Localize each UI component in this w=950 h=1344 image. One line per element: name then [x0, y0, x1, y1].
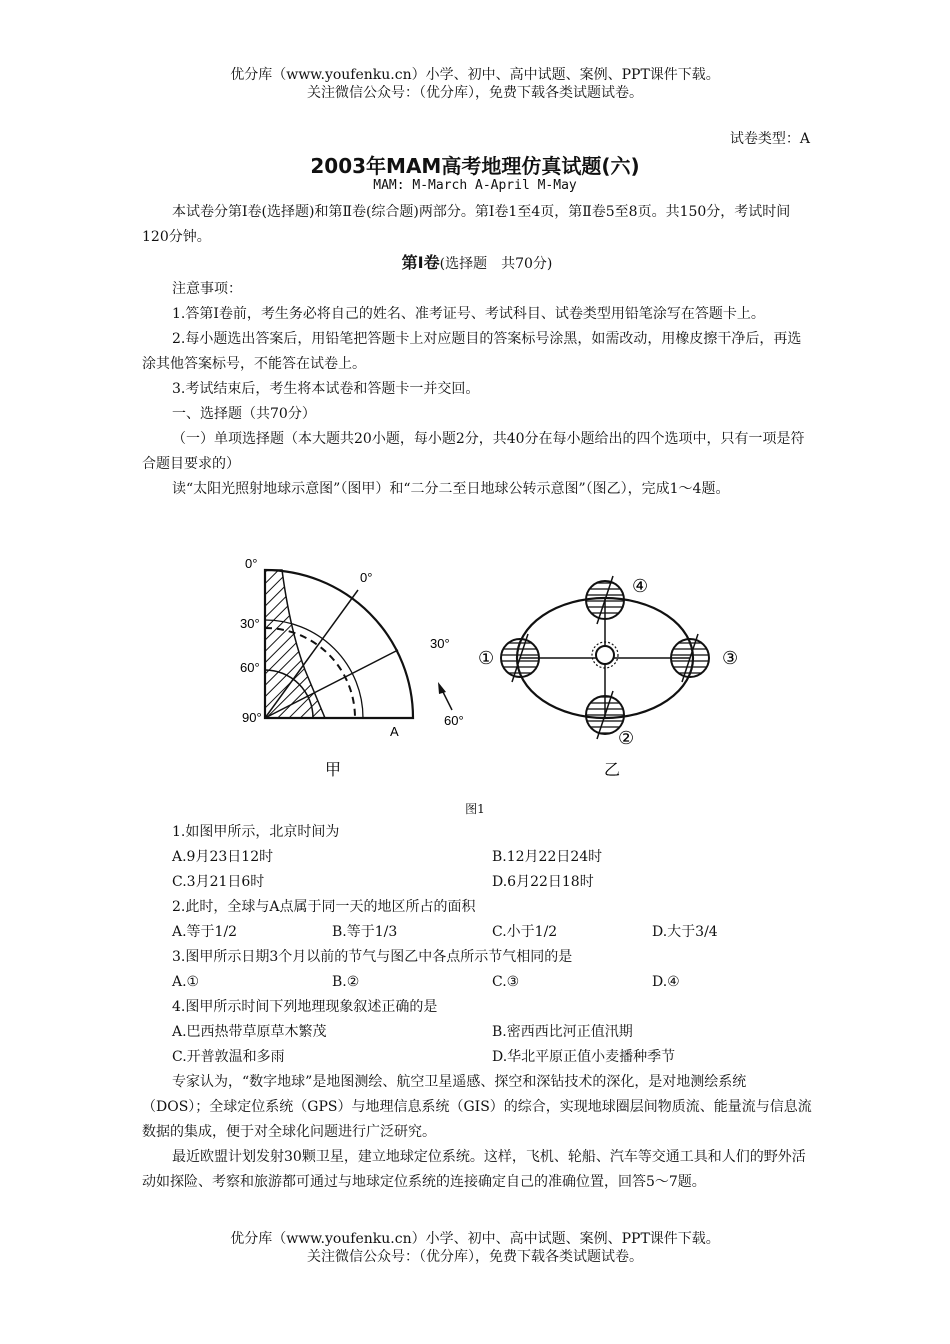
- page-footer: [0, 1230, 950, 1266]
- note-1: 1.答第Ⅰ卷前，考生务必将自己的姓名、准考证号、考试科目、试卷类型用铅笔涂写在答题卡上。: [172, 306, 765, 322]
- figure-yi: [478, 576, 738, 779]
- section-title: [142, 250, 812, 277]
- q3-option-a: A.①: [172, 974, 200, 990]
- figure-caption: 图1: [465, 802, 485, 816]
- q3-option-c: C.③: [492, 974, 520, 990]
- q3-option-d: D.④: [652, 974, 680, 990]
- paper-subtitle: MAM: M-March A-April M-May: [373, 178, 577, 193]
- section-title-bold: 第Ⅰ卷: [401, 253, 440, 272]
- paper-title: 2003年MAM高考地理仿真试题(六): [310, 154, 640, 178]
- figure-jia: [240, 556, 464, 779]
- lon-label-30: 30°: [430, 636, 450, 651]
- sun-icon: [596, 646, 614, 664]
- orbit-label-3: ③: [722, 648, 739, 669]
- question-2-stem: 2.此时，全球与A点属于同一天的地区所占的面积: [172, 899, 476, 915]
- q2-option-d: D.大于3/4: [652, 924, 718, 940]
- lat-label-60: 60°: [240, 660, 260, 675]
- part1-title: 一、选择题（共70分）: [172, 406, 316, 422]
- figure-jia-label: 甲: [325, 760, 342, 779]
- q4-option-d: D.华北平原正值小麦播种季节: [492, 1049, 676, 1065]
- intro-block: [142, 200, 812, 502]
- point-a-label: A: [390, 724, 399, 739]
- note-2: 2.每小题选出答案后，用铅笔把答题卡上对应题目的答案标号涂黑，如需改动，用橡皮擦干净后，再选涂其他答案标号，不能答在试卷上。: [142, 331, 802, 372]
- lon-label-0: 0°: [360, 570, 373, 585]
- figure-yi-label: 乙: [604, 760, 621, 779]
- arrow-shaft: [442, 690, 452, 710]
- q2-option-b: B.等于1/3: [332, 924, 398, 940]
- figure-1: [230, 550, 750, 800]
- q2-option-c: C.小于1/2: [492, 924, 558, 940]
- eu-paragraph: 最近欧盟计划发射30颗卫星，建立地球定位系统。这样，飞机、轮船、汽车等交通工具和人们的野外活动如探险、考察和旅游都可通过与地球定位系统的连接确定自己的准确位置，回答5～7题。: [142, 1149, 806, 1190]
- footer-line-2: 关注微信公众号：（优分库），免费下载各类试题试卷。: [307, 1249, 643, 1265]
- question-1-stem: 1.如图甲所示，北京时间为: [172, 824, 340, 840]
- q1-option-d: D.6月22日18时: [492, 874, 594, 890]
- part1-subtitle: （一）单项选择题（本大题共20小题，每小题2分，共40分在每小题给出的四个选项中，只有一项是符合题目要求的）: [142, 431, 805, 472]
- question-4-options-row2: [142, 1045, 812, 1070]
- note-3: 3.考试结束后，考生将本试卷和答题卡一并交回。: [172, 381, 480, 397]
- arrow-head: [438, 682, 446, 694]
- q4-option-a: A.巴西热带草原草木繁茂: [172, 1024, 327, 1040]
- footer-line-1: 优分库（www.youfenku.cn）小学、初中、高中试题、案例、PPT课件下载。: [230, 1231, 720, 1247]
- q2-option-a: A.等于1/2: [172, 924, 238, 940]
- header-line-1: 优分库（www.youfenku.cn）小学、初中、高中试题、案例、PPT课件下载。: [230, 67, 720, 83]
- orbit-label-2: ②: [618, 728, 635, 749]
- orbit-label-4: ④: [632, 576, 649, 597]
- question-3-options: [142, 970, 812, 995]
- expert-paragraph: 专家认为，“数字地球”是地图测绘、航空卫星遥感、探空和深钻技术的深化，是对地测绘系统（DOS）；全球定位系统（GPS）与地理信息系统（GIS）的综合，实现地球圈层间物质流、能量流与信息流数据的集成，便于对全球化问题进行广泛研究。: [142, 1074, 812, 1140]
- lon-label-60: 60°: [444, 713, 464, 728]
- header-line-2: 关注微信公众号：（优分库），免费下载各类试题试卷。: [307, 85, 643, 101]
- lat-label-0: 0°: [245, 556, 258, 571]
- q1-option-a: A.9月23日12时: [172, 849, 274, 865]
- q3-option-b: B.②: [332, 974, 360, 990]
- page-header-top: [0, 66, 950, 102]
- q1-option-b: B.12月22日24时: [492, 849, 603, 865]
- intro-text: 本试卷分第Ⅰ卷(选择题)和第Ⅱ卷(综合题)两部分。第Ⅰ卷1至4页，第Ⅱ卷5至8页。共150分，考试时间120分钟。: [142, 204, 791, 245]
- question-1-options-row2: [142, 870, 812, 895]
- read-instruction: 读“太阳光照射地球示意图”（图甲）和“二分二至日地球公转示意图”（图乙），完成1～4题。: [172, 481, 730, 497]
- question-1-options-row1: [142, 845, 812, 870]
- section-title-rest: (选择题 共70分): [439, 256, 553, 272]
- questions-block: [142, 820, 812, 1195]
- lat-label-90: 90°: [242, 710, 262, 725]
- notes-title: 注意事项：: [172, 281, 242, 297]
- question-2-options: [142, 920, 812, 945]
- question-3-stem: 3.图甲所示日期3个月以前的节气与图乙中各点所示节气相同的是: [172, 949, 573, 965]
- q4-option-b: B.密西西比河正值汛期: [492, 1024, 633, 1040]
- question-4-options-row1: [142, 1020, 812, 1045]
- orbit-label-1: ①: [478, 648, 495, 669]
- paper-type: 试卷类型：A: [729, 131, 810, 147]
- q1-option-c: C.3月21日6时: [172, 874, 265, 890]
- lat-label-30: 30°: [240, 616, 260, 631]
- question-4-stem: 4.图甲所示时间下列地理现象叙述正确的是: [172, 999, 438, 1015]
- q4-option-c: C.开普敦温和多雨: [172, 1049, 285, 1065]
